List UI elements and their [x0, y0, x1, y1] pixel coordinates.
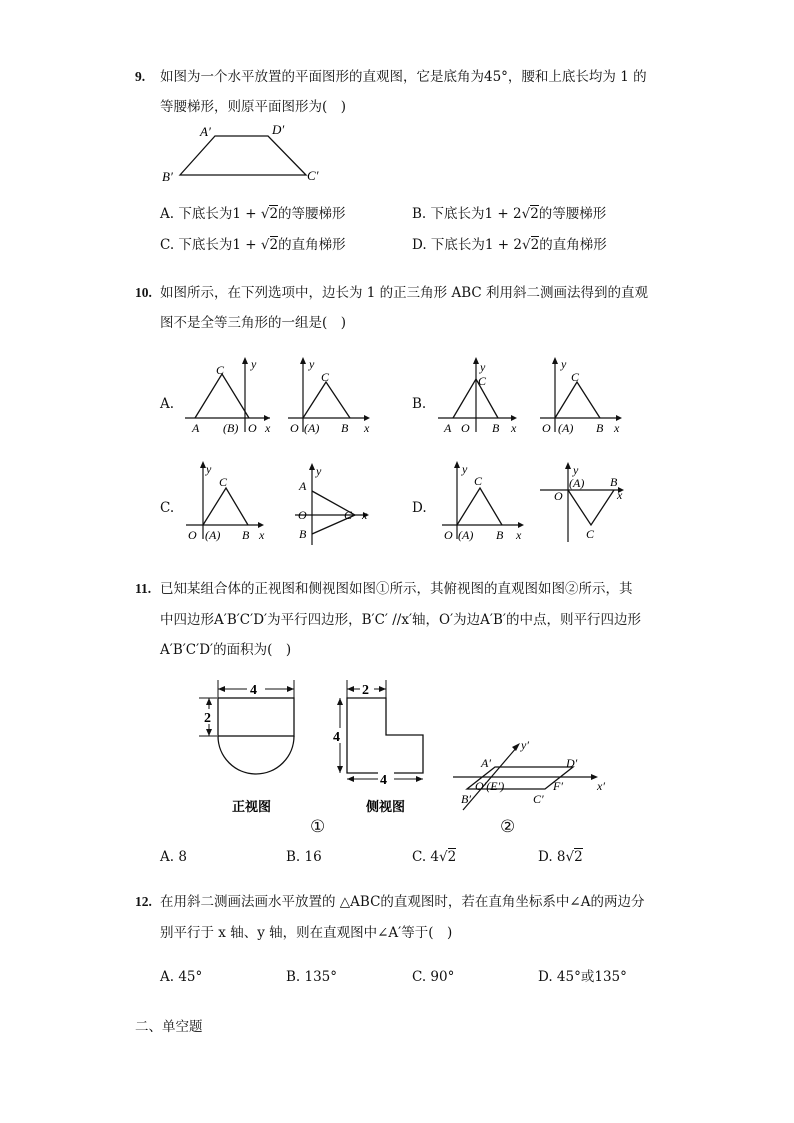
q10-figure-b1 — [438, 357, 528, 437]
svg-text:C: C — [474, 474, 483, 488]
svg-text:O: O — [554, 489, 563, 503]
svg-text:C: C — [321, 370, 330, 384]
q12-number: 12. — [135, 894, 152, 909]
svg-text:x: x — [511, 421, 517, 435]
q9-stem-line2: 等腰梯形，则原平面图形为( ) — [160, 99, 347, 115]
svg-text:C: C — [478, 374, 487, 388]
svg-text:y: y — [573, 463, 579, 477]
svg-text:B: B — [610, 475, 618, 489]
q11-option-c[interactable]: C. 4√2 — [412, 849, 457, 865]
svg-text:(A): (A) — [569, 476, 585, 490]
q11-figure-2-mark: ② — [500, 817, 516, 837]
q11-side-dim-2: 2 — [362, 683, 369, 698]
q11-stem-line1: 已知某组合体的正视图和侧视图如图①所示，其俯视图的直观图如图②所示，其 — [160, 581, 633, 597]
svg-text:(A): (A) — [458, 528, 474, 542]
q10-option-d-label[interactable]: D. — [412, 500, 427, 516]
svg-text:A: A — [299, 479, 307, 493]
q9-label-a: A′ — [200, 124, 211, 139]
q10-figure-a1 — [185, 357, 275, 437]
q10-stem-line2: 图不是全等三角形的一组是( ) — [160, 315, 347, 331]
svg-text:O: O — [298, 508, 307, 522]
q10-figure-c1 — [186, 460, 276, 540]
svg-text:O: O — [461, 421, 470, 435]
q10-number: 10. — [135, 285, 152, 300]
section-heading: 二、单空题 — [135, 1019, 203, 1035]
svg-text:A′: A′ — [481, 756, 491, 770]
q11-front-dim-4: 4 — [250, 683, 257, 698]
svg-text:O: O — [290, 421, 299, 435]
q10-option-b-label[interactable]: B. — [412, 396, 427, 412]
svg-text:x: x — [516, 528, 522, 542]
svg-text:(B): (B) — [223, 421, 239, 435]
svg-text:y′: y′ — [521, 738, 529, 752]
svg-text:C: C — [219, 475, 228, 489]
q11-option-b[interactable]: B. 16 — [286, 849, 322, 865]
q12-option-c[interactable]: C. 90° — [412, 969, 455, 985]
svg-text:C: C — [344, 508, 353, 522]
q11-side-dim-4-bottom: 4 — [380, 773, 387, 788]
q11-parallelogram-figure — [445, 735, 625, 815]
q9-option-d[interactable]: D. 下底长为1 + 2√2的直角梯形 — [412, 237, 607, 253]
q9-option-a[interactable]: A. 下底长为1 + √2的等腰梯形 — [160, 206, 346, 222]
q11-option-a[interactable]: A. 8 — [160, 849, 187, 865]
svg-text:O: O — [248, 421, 257, 435]
svg-text:x′: x′ — [597, 779, 605, 793]
q9-stem-line1: 如图为一个水平放置的平面图形的直观图，它是底角为45°，腰和上底长均为 1 的 — [160, 69, 647, 85]
q9-trapezoid-figure — [160, 120, 360, 190]
q12-stem-line2: 别平行于 x 轴、y 轴，则在直观图中∠A′等于( ) — [160, 925, 453, 941]
q9-label-c: C′ — [307, 168, 319, 183]
svg-text:O: O — [188, 528, 197, 542]
svg-text:x: x — [265, 421, 271, 435]
q12-option-b[interactable]: B. 135° — [286, 969, 338, 985]
svg-text:y: y — [206, 462, 212, 476]
q9-option-c[interactable]: C. 下底长为1 + √2的直角梯形 — [160, 237, 346, 253]
svg-text:B: B — [242, 528, 250, 542]
svg-text:F′: F′ — [553, 779, 563, 793]
q10-figure-d1 — [442, 460, 532, 540]
svg-text:O: O — [542, 421, 551, 435]
svg-text:C: C — [586, 527, 595, 541]
q10-figure-c2 — [295, 460, 385, 550]
q11-side-label: 侧视图 — [366, 799, 406, 814]
svg-text:y: y — [309, 357, 315, 371]
svg-text:(A): (A) — [304, 421, 320, 435]
q11-front-label: 正视图 — [232, 799, 272, 814]
q11-option-d[interactable]: D. 8√2 — [538, 849, 583, 865]
q11-stem-line3: A′B′C′D′的面积为( ) — [160, 642, 292, 658]
svg-text:x: x — [617, 488, 623, 502]
q9-number: 9. — [135, 69, 146, 84]
q11-side-dim-4: 4 — [333, 730, 340, 745]
q10-option-c-label[interactable]: C. — [160, 500, 175, 516]
svg-text:x: x — [614, 421, 620, 435]
svg-text:x: x — [364, 421, 370, 435]
svg-text:y: y — [561, 357, 567, 371]
svg-text:(A): (A) — [205, 528, 221, 542]
q9-option-b[interactable]: B. 下底长为1 + 2√2的等腰梯形 — [412, 206, 607, 222]
q9-label-b: B′ — [162, 169, 173, 184]
svg-text:B: B — [492, 421, 500, 435]
svg-text:y: y — [251, 357, 257, 371]
q11-front-view — [197, 680, 307, 825]
svg-text:O′(E′): O′(E′) — [475, 779, 505, 793]
svg-text:B′: B′ — [461, 792, 471, 806]
q10-option-a-label[interactable]: A. — [160, 396, 175, 412]
svg-text:O: O — [444, 528, 453, 542]
q11-figure-1-mark: ① — [310, 817, 326, 837]
svg-text:D′: D′ — [566, 756, 578, 770]
svg-text:B: B — [299, 527, 307, 541]
svg-text:B: B — [341, 421, 349, 435]
q10-stem-line1: 如图所示，在下列选项中，边长为 1 的正三角形 ABC 利用斜二测画法得到的直观 — [160, 285, 649, 301]
q10-figure-d2 — [540, 460, 640, 545]
svg-text:x: x — [362, 508, 368, 522]
svg-text:(A): (A) — [558, 421, 574, 435]
svg-text:y: y — [480, 360, 486, 374]
q12-stem-line1: 在用斜二测画法画水平放置的 △ABC的直观图时，若在直角坐标系中∠A的两边分 — [160, 894, 645, 910]
svg-text:y: y — [462, 462, 468, 476]
svg-text:x: x — [259, 528, 265, 542]
q10-figure-a2 — [288, 357, 378, 437]
q11-front-dim-2: 2 — [204, 711, 211, 726]
q9-label-d: D′ — [272, 122, 285, 137]
svg-text:A: A — [444, 421, 452, 435]
svg-text:B: B — [496, 528, 504, 542]
svg-text:C: C — [571, 370, 580, 384]
q10-figure-b2 — [540, 357, 630, 437]
svg-text:A: A — [192, 421, 200, 435]
q12-option-a[interactable]: A. 45° — [160, 969, 203, 985]
svg-text:y: y — [316, 464, 322, 478]
q12-option-d[interactable]: D. 45°或135° — [538, 969, 627, 985]
svg-text:C: C — [216, 363, 225, 377]
svg-text:B: B — [596, 421, 604, 435]
q11-stem-line2: 中四边形A′B′C′D′为平行四边形，B′C′ //x′轴，O′为边A′B′的中点，则平行四边形 — [160, 612, 641, 628]
q11-side-view — [328, 680, 438, 825]
q11-number: 11. — [135, 581, 152, 596]
svg-text:C′: C′ — [533, 792, 544, 806]
